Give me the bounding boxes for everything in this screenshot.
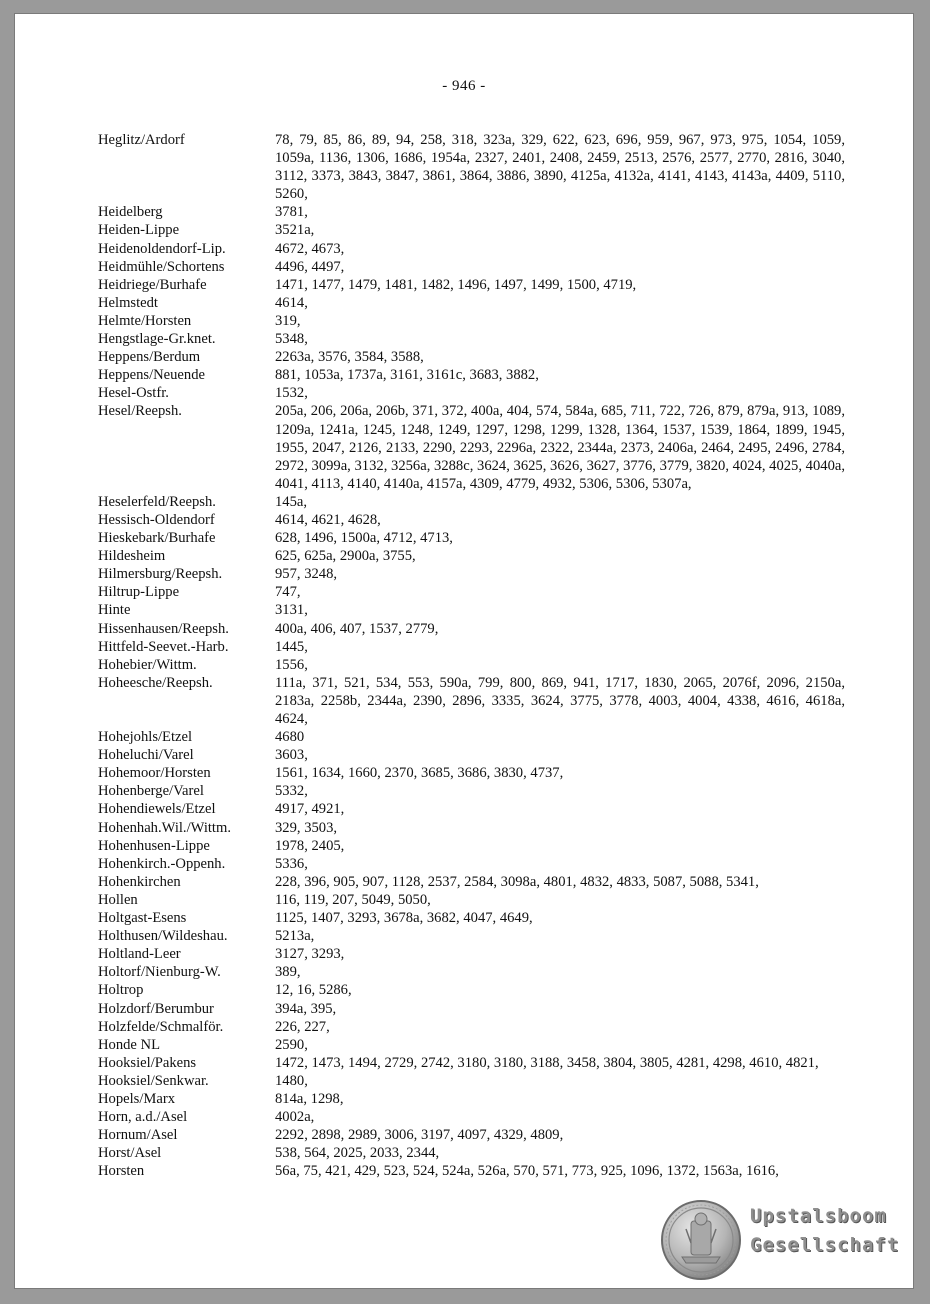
logo-text-line1: Upstalsboom	[750, 1205, 887, 1227]
index-entry	[15, 312, 913, 330]
reference-numbers: 3131,	[275, 602, 308, 619]
index-entry	[15, 366, 913, 384]
reference-numbers: 957, 3248,	[275, 566, 338, 583]
index-entry	[15, 782, 913, 800]
index-entry	[15, 1000, 913, 1018]
reference-numbers: 319,	[275, 312, 301, 329]
place-name: Hieskebark/Burhafe	[98, 530, 216, 547]
place-name: Horst/Asel	[98, 1145, 162, 1162]
place-name: Hengstlage-Gr.knet.	[98, 331, 216, 348]
index-entry	[15, 1108, 913, 1126]
reference-numbers: 1125, 1407, 3293, 3678a, 3682, 4047, 4649,	[275, 910, 533, 927]
place-name: Hollen	[98, 891, 138, 908]
index-entry	[15, 891, 913, 909]
index-entry	[15, 601, 913, 619]
place-name: Hesel/Reepsh.	[98, 403, 182, 420]
place-name: Helmstedt	[98, 294, 158, 311]
place-name: Hopels/Marx	[98, 1090, 176, 1107]
index-entry	[15, 638, 913, 656]
place-name: Hornum/Asel	[98, 1127, 178, 1144]
index-entry	[15, 384, 913, 402]
place-name: Holzfelde/Schmalför.	[98, 1018, 224, 1035]
place-name: Hittfeld-Seevet.-Harb.	[98, 638, 229, 655]
place-name: Heppens/Berdum	[98, 349, 201, 366]
reference-numbers: 5332,	[275, 783, 308, 800]
index-entry	[15, 963, 913, 981]
place-name: Hohemoor/Horsten	[98, 765, 211, 782]
reference-numbers: 747,	[275, 584, 301, 601]
index-entry	[15, 909, 913, 927]
reference-numbers: 3781,	[275, 204, 308, 221]
reference-numbers: 5336,	[275, 855, 308, 872]
index-entry	[15, 981, 913, 999]
place-name: Holzdorf/Berumbur	[98, 1000, 214, 1017]
place-name: Heppens/Neuende	[98, 367, 205, 384]
place-name: Hooksiel/Senkwar.	[98, 1072, 209, 1089]
reference-numbers: 2292, 2898, 2989, 3006, 3197, 4097, 4329, 4809,	[275, 1127, 564, 1144]
reference-numbers: 1472, 1473, 1494, 2729, 2742, 3180, 3180, 3188, 3458, 3804, 3805, 4281, 4298, 4610, 4821,	[275, 1054, 819, 1071]
page-number: - 946 -	[442, 78, 486, 94]
reference-numbers: 228, 396, 905, 907, 1128, 2537, 2584, 3098a, 4801, 4832, 4833, 5087, 5088, 5341,	[275, 873, 759, 890]
reference-numbers: 881, 1053a, 1737a, 3161, 3161c, 3683, 3882,	[275, 367, 539, 384]
place-index-list	[15, 131, 913, 1180]
place-name: Hissenhausen/Reepsh.	[98, 620, 229, 637]
upstalsboom-seal-icon	[660, 1199, 742, 1281]
place-name: Heidelberg	[98, 204, 163, 221]
place-name: Hohendiewels/Etzel	[98, 801, 216, 818]
place-name: Hohenkirch.-Oppenh.	[98, 855, 226, 872]
reference-numbers: 538, 564, 2025, 2033, 2344,	[275, 1145, 440, 1162]
index-entry	[15, 620, 913, 638]
index-entry	[15, 330, 913, 348]
reference-numbers: 3127, 3293,	[275, 946, 345, 963]
place-name: Hohebier/Wittm.	[98, 656, 197, 673]
index-entry	[15, 493, 913, 511]
index-entry	[15, 276, 913, 294]
reference-numbers: 4614, 4621, 4628,	[275, 511, 381, 528]
place-name: Hohenkirchen	[98, 873, 181, 890]
reference-numbers: 4496, 4497,	[275, 258, 345, 275]
index-entry	[15, 348, 913, 366]
place-name: Holthusen/Wildeshau.	[98, 928, 228, 945]
reference-numbers: 111a, 371, 521, 534, 553, 590a, 799, 800, 869, 941, 1717, 1830, 2065, 2076f, 2096, 2150a, 2183a, 2258b, 2344a, 2390, 2896, 3335, 3624, 3775, 3778, 4003, 4004, 4338, 4616, 4618a, 4624,	[275, 674, 845, 727]
index-entry	[15, 656, 913, 674]
reference-numbers: 4917, 4921,	[275, 801, 345, 818]
place-name: Hilmersburg/Reepsh.	[98, 566, 223, 583]
reference-numbers: 205a, 206, 206a, 206b, 371, 372, 400a, 404, 574, 584a, 685, 711, 722, 726, 879, 879a, 913, 1089, 1209a, 1241a, 1245, 1248, 1249, 1297, 1298, 1299, 1328, 1364, 1537, 1539, 1864, 1899, 1945, 1955, 2047, 2126, 2133, 2290, 2293, 2296a, 2322, 2344a, 2373, 2406a, 2464, 2495, 2496, 2784, 2972, 3099a, 3132, 3256a, 3288c, 3624, 3625, 3626, 3627, 3776, 3779, 3820, 4024, 4025, 4040a, 4041, 4113, 4140, 4140a, 4157a, 4309, 4779, 4932, 5306, 5306, 5307a,	[275, 403, 845, 492]
index-entry	[15, 1162, 913, 1180]
reference-numbers: 2263a, 3576, 3584, 3588,	[275, 349, 424, 366]
reference-numbers: 3521a,	[275, 222, 315, 239]
index-entry	[15, 258, 913, 276]
place-name: Hoheesche/Reepsh.	[98, 674, 213, 691]
reference-numbers: 5213a,	[275, 928, 315, 945]
place-name: Hohejohls/Etzel	[98, 729, 193, 746]
reference-numbers: 1556,	[275, 656, 308, 673]
index-entry	[15, 1144, 913, 1162]
index-entry	[15, 927, 913, 945]
index-entry	[15, 583, 913, 601]
index-entry	[15, 746, 913, 764]
index-entry	[15, 131, 913, 203]
reference-numbers: 394a, 395,	[275, 1000, 337, 1017]
reference-numbers: 3603,	[275, 747, 308, 764]
reference-numbers: 814a, 1298,	[275, 1090, 344, 1107]
index-entry	[15, 294, 913, 312]
reference-numbers: 12, 16, 5286,	[275, 982, 352, 999]
place-name: Honde NL	[98, 1036, 161, 1053]
index-entry	[15, 1018, 913, 1036]
place-name: Heidenoldendorf-Lip.	[98, 240, 226, 257]
place-name: Hessisch-Oldendorf	[98, 511, 215, 528]
reference-numbers: 628, 1496, 1500a, 4712, 4713,	[275, 530, 453, 547]
reference-numbers: 1445,	[275, 638, 308, 655]
index-entry	[15, 764, 913, 782]
place-name: Heiden-Lippe	[98, 222, 180, 239]
index-entry	[15, 547, 913, 565]
place-name: Holtland-Leer	[98, 946, 181, 963]
place-name: Helmte/Horsten	[98, 312, 192, 329]
reference-numbers: 329, 3503,	[275, 819, 338, 836]
place-name: Heglitz/Ardorf	[98, 132, 185, 148]
place-name: Horsten	[98, 1163, 145, 1180]
index-entry	[15, 674, 913, 728]
document-page	[15, 14, 913, 1288]
place-name: Holtrop	[98, 982, 144, 999]
place-name: Horn, a.d./Asel	[98, 1109, 188, 1126]
index-entry	[15, 1090, 913, 1108]
place-name: Heidmühle/Schortens	[98, 258, 225, 275]
place-name: Hooksiel/Pakens	[98, 1054, 197, 1071]
reference-numbers: 4002a,	[275, 1109, 315, 1126]
reference-numbers: 1978, 2405,	[275, 837, 345, 854]
place-name: Hiltrup-Lippe	[98, 584, 180, 601]
index-entry	[15, 819, 913, 837]
index-entry	[15, 728, 913, 746]
reference-numbers: 5348,	[275, 331, 308, 348]
index-entry	[15, 837, 913, 855]
reference-numbers: 2590,	[275, 1036, 308, 1053]
reference-numbers: 4680	[275, 729, 305, 746]
reference-numbers: 400a, 406, 407, 1537, 2779,	[275, 620, 439, 637]
reference-numbers: 625, 625a, 2900a, 3755,	[275, 548, 416, 565]
index-entry	[15, 1126, 913, 1144]
reference-numbers: 389,	[275, 964, 301, 981]
reference-numbers: 226, 227,	[275, 1018, 330, 1035]
logo-text-line2: Gesellschaft	[750, 1234, 900, 1256]
reference-numbers: 116, 119, 207, 5049, 5050,	[275, 891, 431, 908]
index-entry	[15, 800, 913, 818]
index-entry	[15, 511, 913, 529]
place-name: Heselerfeld/Reepsh.	[98, 493, 216, 510]
index-entry	[15, 945, 913, 963]
index-entry	[15, 221, 913, 239]
reference-numbers: 1561, 1634, 1660, 2370, 3685, 3686, 3830, 4737,	[275, 765, 564, 782]
reference-numbers: 1532,	[275, 385, 308, 402]
place-name: Holtorf/Nienburg-W.	[98, 964, 221, 981]
index-entry	[15, 203, 913, 221]
reference-numbers: 78, 79, 85, 86, 89, 94, 258, 318, 323a, 329, 622, 623, 696, 959, 967, 973, 975, 1054, 1059, 1059a, 1136, 1306, 1686, 1954a, 2327, 2401, 2408, 2459, 2513, 2576, 2577, 2770, 2816, 3040, 3112, 3373, 3843, 3847, 3861, 3864, 3886, 3890, 4125a, 4132a, 4141, 4143, 4143a, 4409, 5110, 5260,	[275, 132, 845, 203]
place-name: Hildesheim	[98, 548, 166, 565]
reference-numbers: 1480,	[275, 1072, 308, 1089]
place-name: Hoheluchi/Varel	[98, 747, 194, 764]
index-entry	[15, 240, 913, 258]
index-entry	[15, 1072, 913, 1090]
place-name: Hinte	[98, 602, 131, 619]
place-name: Hesel-Ostfr.	[98, 385, 169, 402]
reference-numbers: 4614,	[275, 294, 308, 311]
reference-numbers: 145a,	[275, 493, 308, 510]
reference-numbers: 4672, 4673,	[275, 240, 345, 257]
index-entry	[15, 1036, 913, 1054]
index-entry	[15, 1054, 913, 1072]
place-name: Hohenberge/Varel	[98, 783, 204, 800]
index-entry	[15, 402, 913, 492]
place-name: Hohenhusen-Lippe	[98, 837, 210, 854]
place-name: Heidriege/Burhafe	[98, 276, 207, 293]
index-entry	[15, 855, 913, 873]
index-entry	[15, 873, 913, 891]
society-logo	[660, 1199, 910, 1281]
index-entry	[15, 565, 913, 583]
place-name: Hohenhah.Wil./Wittm.	[98, 819, 231, 836]
reference-numbers: 1471, 1477, 1479, 1481, 1482, 1496, 1497, 1499, 1500, 4719,	[275, 276, 637, 293]
place-name: Holtgast-Esens	[98, 910, 187, 927]
index-entry	[15, 529, 913, 547]
reference-numbers: 56a, 75, 421, 429, 523, 524, 524a, 526a, 570, 571, 773, 925, 1096, 1372, 1563a, 1616,	[275, 1163, 779, 1180]
